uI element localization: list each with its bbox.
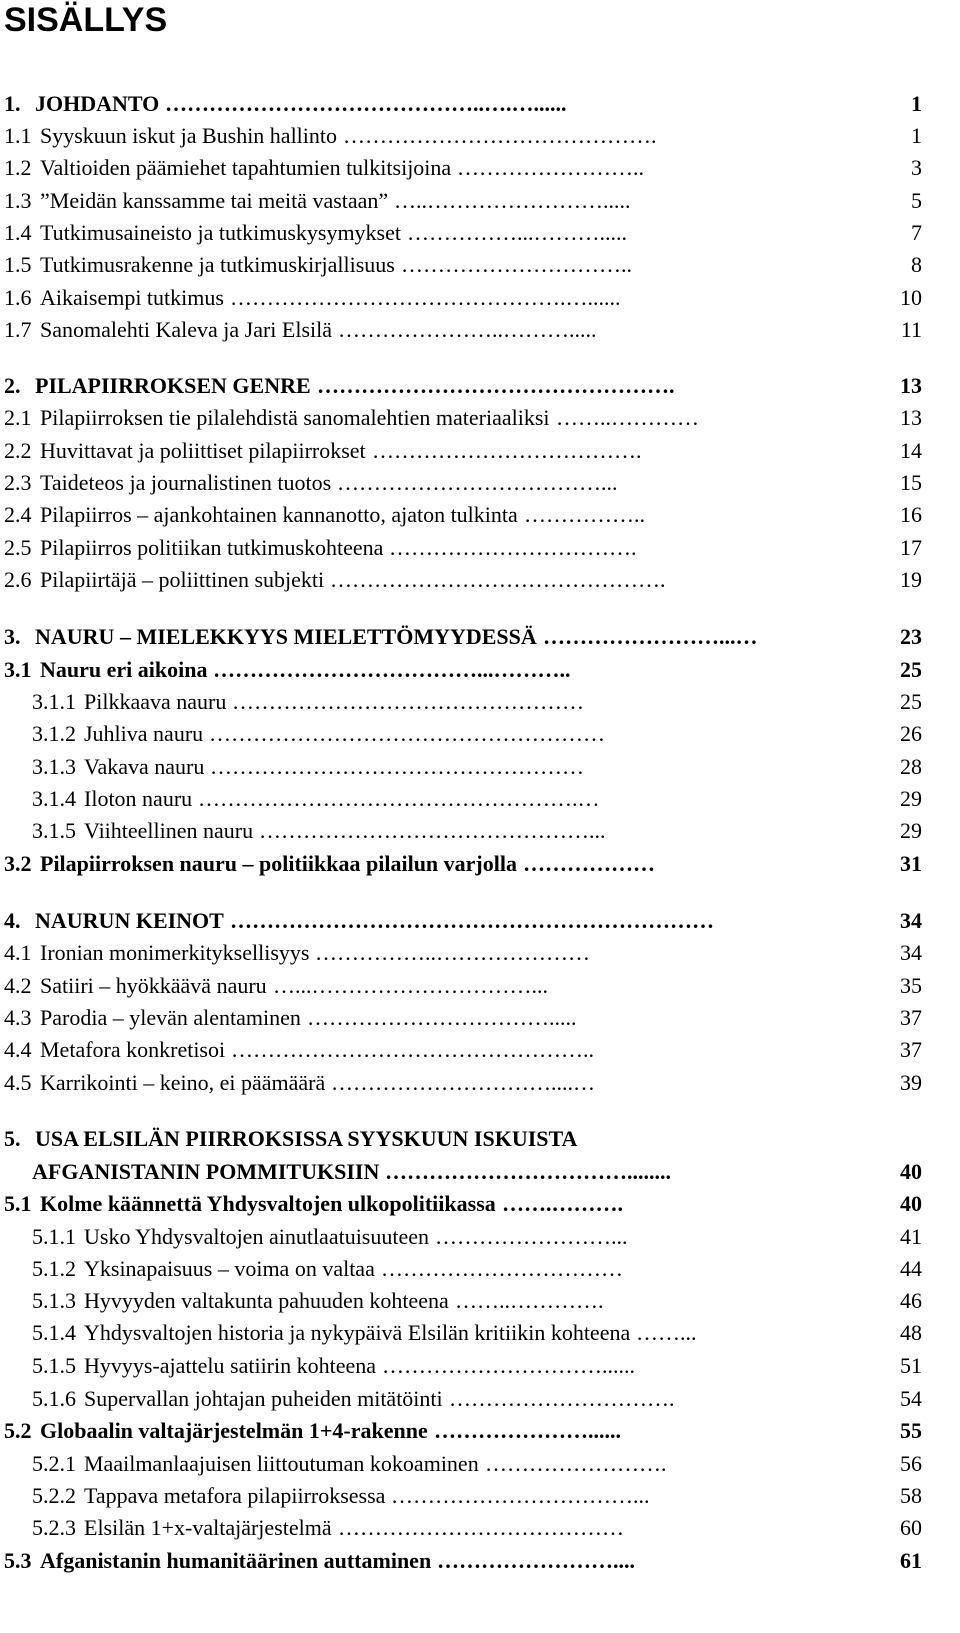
toc-entry-title: Usko Yhdysvaltojen ainutlaatuisuuteen — [84, 1224, 430, 1249]
toc-entry-title: Hyvyys-ajattelu satiirin kohteena — [84, 1353, 377, 1378]
toc-entry-title: Parodia – ylevän alentaminen — [40, 1005, 301, 1030]
toc-leader-dots: ………………………………...……….. — [213, 657, 571, 682]
toc-entry-title: Pilapiirroksen nauru – politiikkaa pilailun varjolla — [40, 851, 517, 876]
toc-entry-number: 5.1.2 — [32, 1256, 76, 1281]
toc-entry-number: 2.5 — [4, 535, 32, 560]
toc-entry-title: Huvittavat ja poliittiset pilapiirrokset — [40, 438, 366, 463]
toc-leader-dots: ……………..………………… — [315, 940, 590, 965]
toc-entry-title: Pilapiirros politiikan tutkimuskohteena — [40, 535, 384, 560]
toc-entry-title: Ironian monimerkityksellisyys — [40, 940, 310, 965]
toc-entry-page: 25 — [900, 689, 922, 714]
toc-entry-title: Supervallan johtajan puheiden mitätöinti — [84, 1386, 443, 1411]
toc-leader-dots: …………………………...... — [382, 1353, 635, 1378]
toc-entry-page: 26 — [900, 721, 922, 746]
toc-leader-dots: …………………….. — [457, 155, 644, 180]
toc-entry[interactable] — [0, 218, 960, 248]
toc-entry-page: 40 — [900, 1191, 922, 1216]
toc-entry-title: Globaalin valtajärjestelmän 1+4-rakenne — [40, 1418, 428, 1443]
toc-leader-dots: ……………………...… — [543, 624, 758, 649]
toc-entry-number: 3.1.1 — [32, 689, 76, 714]
toc-leader-dots: …………………………. — [449, 1386, 675, 1411]
toc-entry-number: 5.1 — [4, 1191, 32, 1216]
toc-entry-number: 5.1.6 — [32, 1386, 76, 1411]
toc-entry-page: 34 — [900, 940, 922, 965]
toc-entry-number: 5.1.4 — [32, 1320, 76, 1345]
toc-entry-page: 28 — [900, 754, 922, 779]
toc-entry[interactable] — [0, 938, 960, 968]
toc-entry[interactable] — [0, 655, 960, 685]
toc-entry[interactable] — [0, 1318, 960, 1348]
toc-entry[interactable] — [0, 468, 960, 498]
toc-entry-number: 4.3 — [4, 1005, 32, 1030]
toc-entry[interactable] — [0, 403, 960, 433]
toc-entry-number: 4. — [4, 908, 21, 933]
toc-entry[interactable] — [0, 971, 960, 1001]
toc-entry[interactable] — [0, 1546, 960, 1576]
toc-entry-page: 8 — [911, 252, 922, 277]
toc-entry-title: Taideteos ja journalistinen tuotos — [40, 470, 332, 495]
toc-entry-title: Sanomalehti Kaleva ja Jari Elsilä — [40, 317, 333, 342]
toc-entry-title: Tutkimusrakenne ja tutkimuskirjallisuus — [40, 252, 395, 277]
toc-leader-dots: …………………………………………… — [210, 754, 584, 779]
toc-entry-title: Iloton nauru — [84, 786, 193, 811]
toc-entry-page: 19 — [900, 567, 922, 592]
toc-leader-dots: ……………………………………………… — [209, 721, 605, 746]
toc-entry-number: 3.1.3 — [32, 754, 76, 779]
toc-leader-dots: …………………………… — [381, 1256, 623, 1281]
toc-entry-page: 44 — [900, 1256, 922, 1281]
toc-entry[interactable] — [0, 1124, 960, 1154]
toc-entry-page: 48 — [900, 1320, 922, 1345]
toc-entry-page: 11 — [900, 317, 922, 342]
toc-entry-page: 46 — [900, 1288, 922, 1313]
toc-entry-page: 5 — [911, 188, 922, 213]
toc-entry[interactable] — [0, 121, 960, 151]
toc-entry-title: Elsilän 1+x-valtajärjestelmä — [84, 1515, 332, 1540]
toc-entry-page: 55 — [900, 1418, 922, 1443]
toc-entry[interactable] — [0, 533, 960, 563]
toc-entry[interactable] — [0, 849, 960, 879]
toc-entry-title: Pilkkaava nauru — [84, 689, 227, 714]
toc-leader-dots: …………………………………………….… — [198, 786, 600, 811]
toc-entry-number: 5. — [4, 1126, 21, 1151]
toc-entry-title: PILAPIIRROKSEN GENRE — [35, 373, 311, 398]
toc-entry-number: 3.1.2 — [32, 721, 76, 746]
toc-leader-dots: ……………………………..... — [307, 1005, 577, 1030]
toc-entry-title: Aikaisempi tutkimus — [40, 285, 224, 310]
toc-entry[interactable] — [0, 622, 960, 652]
toc-entry-number: 4.1 — [4, 940, 32, 965]
toc-leader-dots: …………………..………..... — [338, 317, 597, 342]
toc-entry-number: 1.7 — [4, 317, 32, 342]
toc-entry[interactable] — [0, 1513, 960, 1543]
toc-entry-page: 60 — [900, 1515, 922, 1540]
toc-entry[interactable] — [0, 1068, 960, 1098]
toc-entry[interactable] — [0, 283, 960, 313]
toc-entry-title: Valtioiden päämiehet tapahtumien tulkitsijoina — [40, 155, 452, 180]
toc-entry-title: Yksinapaisuus – voima on valtaa — [84, 1256, 375, 1281]
toc-entry-number: 5.2 — [4, 1418, 32, 1443]
toc-entry[interactable] — [0, 1416, 960, 1446]
toc-leader-dots: …………………………....… — [331, 1070, 595, 1095]
toc-entry[interactable] — [0, 1351, 960, 1381]
toc-entry-number: 2. — [4, 373, 21, 398]
toc-entry-page: 37 — [900, 1005, 922, 1030]
toc-entry[interactable] — [0, 719, 960, 749]
toc-entry[interactable] — [0, 371, 960, 401]
toc-entry-title: Nauru eri aikoina — [40, 657, 208, 682]
toc-entry-page: 35 — [900, 973, 922, 998]
toc-entry-number: 2.1 — [4, 405, 32, 430]
toc-entry-title: Pilapiirros – ajankohtainen kannanotto, ajaton tulkinta — [40, 502, 518, 527]
toc-entry-page: 29 — [900, 786, 922, 811]
toc-entry-number: 3.1.5 — [32, 818, 76, 843]
toc-leader-dots: ……………………………. — [389, 535, 637, 560]
toc-entry-title: Pilapiirroksen tie pilalehdistä sanomalehtien materiaaliksi — [40, 405, 550, 430]
toc-entry-title: Syyskuun iskut ja Bushin hallinto — [40, 123, 338, 148]
toc-leader-dots: …….………. — [502, 1191, 623, 1216]
toc-entry[interactable] — [0, 1157, 960, 1187]
toc-leader-dots: ……………………. — [485, 1451, 667, 1476]
toc-entry-number: 2.2 — [4, 438, 32, 463]
toc-entry-number: 1.1 — [4, 123, 32, 148]
toc-entry-title: ”Meidän kanssamme tai meitä vastaan” — [40, 188, 389, 213]
toc-entry[interactable] — [0, 436, 960, 466]
toc-leader-dots: ………………………………………………………… — [230, 908, 714, 933]
toc-entry-page: 34 — [900, 908, 922, 933]
toc-entry[interactable] — [0, 906, 960, 936]
toc-leader-dots: ……………………………………….…...... — [230, 285, 621, 310]
toc-leader-dots: ………………………………………….. — [231, 1037, 594, 1062]
toc-entry-number: 1.3 — [4, 188, 32, 213]
toc-entry-title: Afganistanin humanitäärinen auttaminen — [40, 1548, 432, 1573]
toc-leader-dots: …………………...... — [434, 1418, 621, 1443]
toc-entry-title: Kolme käännettä Yhdysvaltojen ulkopolitiikassa — [40, 1191, 496, 1216]
toc-entry[interactable] — [0, 1449, 960, 1479]
toc-entry-number: 5.2.2 — [32, 1483, 76, 1508]
toc-entry-page: 3 — [911, 155, 922, 180]
toc-entry-page: 39 — [900, 1070, 922, 1095]
toc-entry-number: 2.3 — [4, 470, 32, 495]
toc-entry-page: 51 — [900, 1353, 922, 1378]
toc-leader-dots: ……..………… — [556, 405, 699, 430]
toc-entry[interactable] — [0, 1003, 960, 1033]
toc-entry-title: JOHDANTO — [35, 91, 160, 116]
toc-leader-dots: ……... — [636, 1320, 697, 1345]
toc-leader-dots: ………………………………………... — [259, 818, 606, 843]
page-title: SISÄLLYS — [4, 1, 168, 39]
toc-entry[interactable] — [0, 1384, 960, 1414]
toc-entry-number: 1.4 — [4, 220, 32, 245]
toc-leader-dots: ……………………... — [435, 1224, 628, 1249]
toc-entry[interactable] — [0, 153, 960, 183]
toc-entry-page: 29 — [900, 818, 922, 843]
toc-entry-number: 3.2 — [4, 851, 32, 876]
toc-entry-number: 1. — [4, 91, 21, 116]
toc-entry-page: 13 — [900, 373, 922, 398]
toc-entry[interactable] — [0, 89, 960, 119]
toc-entry-title: Maailmanlaajuisen liittoutuman kokoaminen — [84, 1451, 479, 1476]
toc-leader-dots: ……………………………........ — [385, 1159, 671, 1184]
toc-entry[interactable] — [0, 687, 960, 717]
toc-entry-number: 1.5 — [4, 252, 32, 277]
toc-entry[interactable] — [0, 816, 960, 846]
toc-leader-dots: ………………………………………… — [232, 689, 584, 714]
toc-entry-number: 3. — [4, 624, 21, 649]
toc-entry-title: Juhliva nauru — [84, 721, 204, 746]
toc-entry-page: 41 — [900, 1224, 922, 1249]
toc-entry-page: 23 — [900, 624, 922, 649]
toc-entry-number: 1.6 — [4, 285, 32, 310]
toc-entry[interactable] — [0, 186, 960, 216]
toc-entry[interactable] — [0, 1481, 960, 1511]
toc-entry[interactable] — [0, 1254, 960, 1284]
toc-entry-title: Karrikointi – keino, ei päämäärä — [40, 1070, 326, 1095]
toc-entry-title: NAURU – MIELEKKYYS MIELETTÖMYYDESSÄ — [35, 624, 537, 649]
toc-entry-title: USA ELSILÄN PIIRROKSISSA SYYSKUUN ISKUISTA — [35, 1126, 578, 1151]
toc-entry-title: Tappava metafora pilapiirroksessa — [84, 1483, 386, 1508]
toc-entry-number: 5.2.3 — [32, 1515, 76, 1540]
toc-entry-number: 5.1.3 — [32, 1288, 76, 1313]
toc-entry-title: Yhdysvaltojen historia ja nykypäivä Elsilän kritiikin kohteena — [84, 1320, 631, 1345]
toc-entry-title: Pilapiirtäjä – poliittinen subjekti — [40, 567, 325, 592]
toc-entry-page: 10 — [900, 285, 922, 310]
toc-entry[interactable] — [0, 1286, 960, 1316]
toc-leader-dots: ………………………….. — [401, 252, 632, 277]
toc-entry-number: 4.2 — [4, 973, 32, 998]
toc-entry-title: Metafora konkretisoi — [40, 1037, 226, 1062]
toc-entry-page: 31 — [900, 851, 922, 876]
toc-entry-page: 25 — [900, 657, 922, 682]
toc-entry-page: 14 — [900, 438, 922, 463]
toc-entry[interactable] — [0, 1189, 960, 1219]
toc-entry[interactable] — [0, 250, 960, 280]
toc-entry-number: 3.1.4 — [32, 786, 76, 811]
toc-entry-number: 5.2.1 — [32, 1451, 76, 1476]
toc-entry-title: Hyvyyden valtakunta pahuuden kohteena — [84, 1288, 449, 1313]
toc-leader-dots: …………………………………………. — [317, 373, 675, 398]
toc-entry[interactable] — [0, 315, 960, 345]
toc-entry-number: 5.3 — [4, 1548, 32, 1573]
toc-entry-title: Tutkimusaineisto ja tutkimuskysymykset — [40, 220, 401, 245]
toc-entry-page: 58 — [900, 1483, 922, 1508]
toc-entry-page: 7 — [911, 220, 922, 245]
toc-entry[interactable] — [0, 565, 960, 595]
toc-leader-dots: ………………………………. — [372, 438, 642, 463]
toc-leader-dots: …...…………………………... — [273, 973, 548, 998]
toc-entry-title: Viihteellinen nauru — [84, 818, 254, 843]
toc-entry-page: 15 — [900, 470, 922, 495]
toc-entry-page: 37 — [900, 1037, 922, 1062]
toc-entry-page: 17 — [900, 535, 922, 560]
toc-leader-dots: ……………………………………..….…...... — [165, 91, 567, 116]
toc-leader-dots: ……………...………..... — [407, 220, 627, 245]
toc-entry-page: 13 — [900, 405, 922, 430]
toc-entry-number: 5.1.5 — [32, 1353, 76, 1378]
toc-entry[interactable] — [0, 752, 960, 782]
toc-entry-title: AFGANISTANIN POMMITUKSIIN — [32, 1159, 380, 1184]
toc-entry-title: Satiiri – hyökkäävä nauru — [40, 973, 267, 998]
toc-leader-dots: …………………….... — [437, 1548, 635, 1573]
toc-entry-number: 2.4 — [4, 502, 32, 527]
toc-entry-page: 40 — [900, 1159, 922, 1184]
toc-entry[interactable] — [0, 1035, 960, 1065]
toc-leader-dots: …..……………………..... — [394, 188, 631, 213]
toc-entry-number: 3.1 — [4, 657, 32, 682]
toc-leader-dots: ……………………………... — [391, 1483, 650, 1508]
toc-entry-number: 5.1.1 — [32, 1224, 76, 1249]
toc-leader-dots: ………………………………... — [337, 470, 618, 495]
toc-leader-dots: ………………………………………. — [330, 567, 666, 592]
toc-entry-title: Vakava nauru — [84, 754, 205, 779]
toc-entry-page: 56 — [900, 1451, 922, 1476]
toc-leader-dots: ……………………………………. — [343, 123, 657, 148]
toc-entry-page: 1 — [911, 91, 922, 116]
toc-entry-number: 4.5 — [4, 1070, 32, 1095]
toc-leader-dots: ……..…………. — [455, 1288, 604, 1313]
toc-entry-number: 2.6 — [4, 567, 32, 592]
toc-leader-dots: ………………………………… — [338, 1515, 624, 1540]
toc-entry-page: 54 — [900, 1386, 922, 1411]
toc-entry-number: 1.2 — [4, 155, 32, 180]
toc-entry[interactable] — [0, 784, 960, 814]
toc-entry-number: 4.4 — [4, 1037, 32, 1062]
toc-entry-title: NAURUN KEINOT — [35, 908, 224, 933]
toc-entry-page: 16 — [900, 502, 922, 527]
toc-entry[interactable] — [0, 500, 960, 530]
toc-leader-dots: …………….. — [524, 502, 645, 527]
toc-leader-dots: ……………… — [523, 851, 655, 876]
toc-entry-page: 61 — [900, 1548, 922, 1573]
toc-entry-page: 1 — [911, 123, 922, 148]
toc-entry[interactable] — [0, 1222, 960, 1252]
